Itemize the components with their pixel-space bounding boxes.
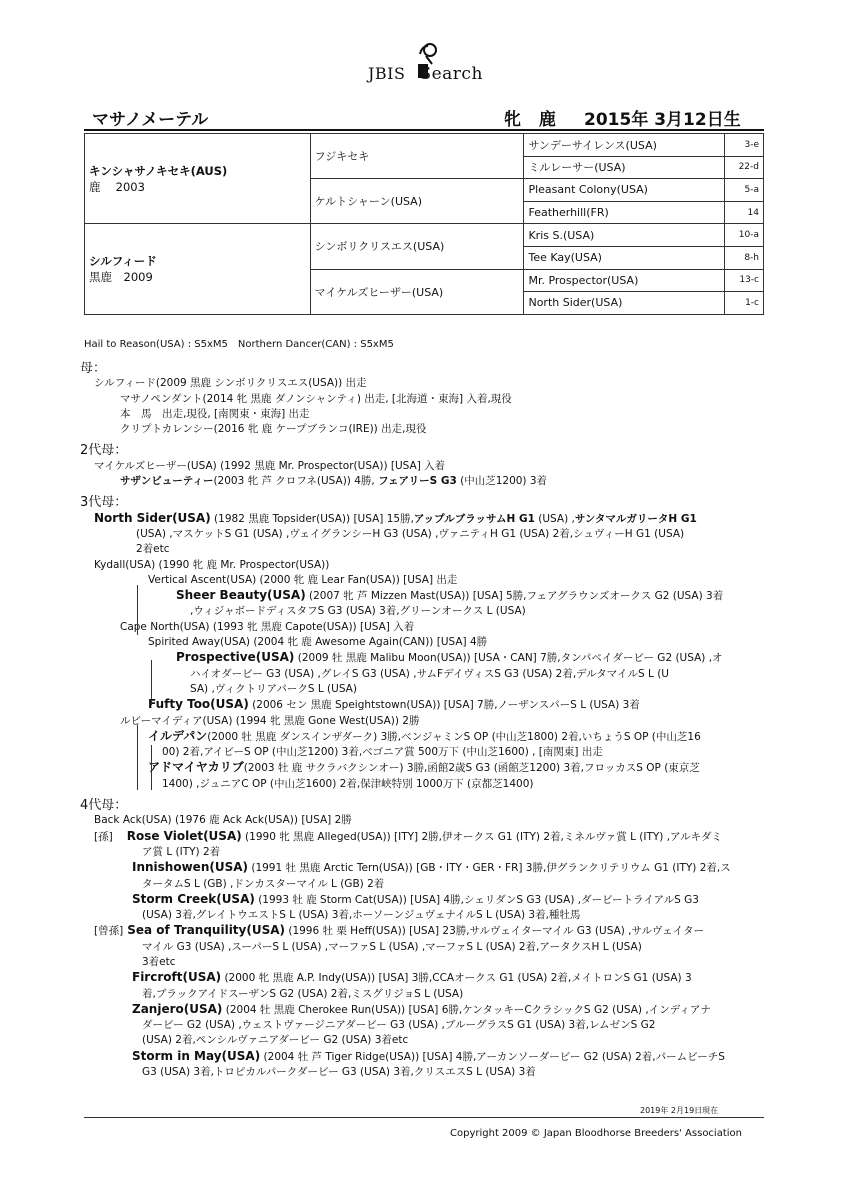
- family-number: 22-d: [725, 156, 764, 179]
- gen3-name: North Sider(USA): [524, 292, 725, 315]
- sire-dam: ケルトシャーン(USA): [310, 179, 524, 224]
- record-line: 着,ブラックアイドスーザンS G2 (USA) 2着,ミスグリジョS L (USA): [142, 987, 464, 1000]
- sire-sire: フジキセキ: [310, 134, 524, 179]
- record-line: (USA) 2着,ペンシルヴァニアダービー G2 (USA) 3着etc: [142, 1034, 409, 1047]
- record-line: [曾孫] Sea of Tranquility(USA) (1996 牡 栗 Heff(USA)) [USA] 23勝,サルヴェイターマイル G3 (USA) ,サルヴェイター: [94, 923, 705, 938]
- family-number: 10-a: [725, 224, 764, 247]
- record-line: サザンビューティー(2003 牝 芦 クロフネ(USA)) 4勝, フェアリーS G3 (中山芝1200) 3着: [120, 475, 548, 488]
- record-line: ,ウィジャボードディスタフS G3 (USA) 3着,グリーンオークス L (USA): [190, 605, 526, 618]
- record-line: (USA) ,マスケットS G1 (USA) ,ヴェイグランシーH G3 (USA) ,ヴァニティH G1 (USA) 2着,シュヴィーH G1 (USA): [136, 527, 685, 540]
- brand-text: JBIS Search: [368, 64, 483, 84]
- gen3-name: ミルレーサー(USA): [524, 156, 725, 179]
- record-line: クリプトカレンシー(2016 牝 鹿 ケープブランコ(IRE)) 出走,現役: [120, 423, 427, 436]
- record-line: 00) 2着,アイビーS OP (中山芝1200) 3着,ベゴニア賞 500万下 (中山芝1600) , [南関東] 出走: [162, 746, 603, 759]
- record-line: Zanjero(USA) (2004 牡 黒鹿 Cherokee Run(USA)) [USA] 6勝,ケンタッキーCクラシックS G2 (USA) ,インディアナ: [132, 1001, 711, 1016]
- record-line: 本 馬 出走,現役, [南関東・東海] 出走: [120, 407, 310, 420]
- family-number: 14: [725, 201, 764, 224]
- record-line: G3 (USA) 3着,トロピカルパークダービー G3 (USA) 3着,クリスエスS L (USA) 3着: [142, 1066, 536, 1079]
- tree-connector: [151, 745, 152, 790]
- family-record: [80, 355, 770, 1080]
- record-line: Storm Creek(USA) (1993 牡 鹿 Storm Cat(USA)) [USA] 4勝,シェリダンS G3 (USA) ,ダービートライアルS G3: [132, 891, 699, 906]
- inbreeding-line: Hail to Reason(USA) : S5xM5 Northern Dancer(CAN) : S5xM5: [84, 339, 394, 350]
- dam-cell: シルフィード 黒鹿 2009: [85, 224, 311, 314]
- record-line: Fufty Too(USA) (2006 セン 黒鹿 Speightstown(USA)) [USA] 7勝,ノーザンスパーS L (USA) 3着: [148, 697, 640, 712]
- pedigree-table: [84, 133, 764, 315]
- dam-dam: マイケルズヒーザー(USA): [310, 269, 524, 314]
- horse-name: マサノメーテル: [92, 110, 209, 130]
- sire-cell: キンシャサノキセキ(AUS) 鹿 2003: [85, 134, 311, 224]
- tree-connector: [151, 660, 152, 705]
- copyright: Copyright 2009 © Japan Bloodhorse Breeders' Association: [450, 1128, 742, 1139]
- record-line: [孫] Rose Violet(USA) (1990 牝 黒鹿 Alleged(USA)) [ITY] 2勝,伊オークス G1 (ITY) 2着,ミネルヴァ賞 L (ITY) ,アルキダミ: [94, 828, 723, 843]
- record-line: アドマイヤカリブ(2003 牡 鹿 サクラバクシンオー) 3勝,函館2歳S G3 (函館芝1200) 3着,フロッカスS OP (東京芝: [148, 760, 700, 775]
- record-line: Innishowen(USA) (1991 牡 黒鹿 Arctic Tern(USA)) [GB・ITY・GER・FR] 3勝,伊グランクリテリウム G1 (ITY) 2着,ス: [132, 860, 731, 875]
- record-line: タータムS L (GB) ,ドンカスターマイル L (GB) 2着: [142, 877, 385, 890]
- record-line: マイケルズヒーザー(USA) (1992 黒鹿 Mr. Prospector(USA)) [USA] 入着: [94, 459, 446, 472]
- gen3-name: Mr. Prospector(USA): [524, 269, 725, 292]
- record-line: North Sider(USA) (1982 黒鹿 Topsider(USA)) [USA] 15勝,アップルブラッサムH G1 (USA) ,サンタマルガリータH G1: [94, 510, 697, 525]
- record-line: ハイオダービー G3 (USA) ,グレイS G3 (USA) ,サムFデイヴィスS G3 (USA) 2着,デルタマイルS L (U: [190, 667, 669, 680]
- record-line: (USA) 3着,グレイトウエストS L (USA) 3着,ホーソーンジュヴェナイルS L (USA) 3着,種牡馬: [142, 909, 581, 922]
- family-number: 5-a: [725, 179, 764, 202]
- section-dam: 母：: [80, 361, 107, 376]
- sex-color: 牝 鹿: [504, 110, 562, 130]
- record-line: ダービー G2 (USA) ,ウェストヴァージニアダービー G3 (USA) ,ブルーグラスS G1 (USA) 3着,レムゼンS G2: [142, 1019, 656, 1032]
- section-g4: 4代母：: [80, 798, 128, 814]
- gen3-name: Tee Kay(USA): [524, 246, 725, 269]
- record-line: ルビーマイディア(USA) (1994 牝 黒鹿 Gone West(USA)) 2勝: [120, 714, 420, 727]
- record-line: マサノペンダント(2014 牝 黒鹿 ダノンシャンティ) 出走, [北海道・東海] 入着,現役: [120, 392, 512, 405]
- record-line: イルデパン(2000 牡 黒鹿 ダンスインザダーク) 3勝,ベンジャミンS OP (中山芝1800) 2着,いちょうS OP (中山芝16: [148, 728, 701, 743]
- title-bar: [84, 105, 764, 131]
- record-line: Back Ack(USA) (1976 鹿 Ack Ack(USA)) [USA] 2勝: [94, 814, 352, 827]
- gen3-name: Kris S.(USA): [524, 224, 725, 247]
- record-line: Fircroft(USA) (2000 牝 黒鹿 A.P. Indy(USA)) [USA] 3勝,CCAオークス G1 (USA) 2着,メイトロンS G1 (USA) 3: [132, 970, 692, 985]
- as-of-date: 2019年 2月19日現在: [640, 1106, 719, 1115]
- gen3-name: Featherhill(FR): [524, 201, 725, 224]
- record-line: Kydall(USA) (1990 牝 鹿 Mr. Prospector(USA)): [94, 558, 330, 571]
- record-line: 3着etc: [142, 955, 176, 968]
- record-line: マイル G3 (USA) ,スーパーS L (USA) ,マーファS L (USA) ,マーファS L (USA) 2着,アータクスH L (USA): [142, 940, 642, 953]
- section-g2: 2代母：: [80, 443, 128, 459]
- record-line: 2着etc: [136, 543, 170, 556]
- record-line: ア賞 L (ITY) 2着: [142, 845, 221, 858]
- record-line: 1400) ,ジュニアC OP (中山芝1600) 2着,保津峡特別 1000万下 (京都芝1400): [162, 777, 534, 790]
- date-of-birth: 2015年 3月12日生: [584, 110, 741, 130]
- record-line: シルフィード(2009 黒鹿 シンボリクリスエス(USA)) 出走: [94, 377, 367, 390]
- gen3-name: Pleasant Colony(USA): [524, 179, 725, 202]
- gen3-name: サンデーサイレンス(USA): [524, 134, 725, 157]
- record-line: Storm in May(USA) (2004 牡 芦 Tiger Ridge(USA)) [USA] 4勝,アーカンソーダービー G2 (USA) 2着,パームビーチS: [132, 1048, 725, 1063]
- record-line: Vertical Ascent(USA) (2000 牝 鹿 Lear Fan(USA)) [USA] 出走: [148, 573, 458, 586]
- family-number: 13-c: [725, 269, 764, 292]
- record-line: Sheer Beauty(USA) (2007 牝 芦 Mizzen Mast(USA)) [USA] 5勝,フェアグラウンズオークス G2 (USA) 3着: [176, 588, 724, 603]
- family-number: 3-e: [725, 134, 764, 157]
- family-number: 8-h: [725, 246, 764, 269]
- dam-sire: シンボリクリスエス(USA): [310, 224, 524, 269]
- footer-divider: [84, 1117, 764, 1118]
- tree-connector: [137, 725, 138, 790]
- record-line: Spirited Away(USA) (2004 牝 鹿 Awesome Again(CAN)) [USA] 4勝: [148, 636, 488, 649]
- tree-connector: [137, 585, 138, 635]
- record-line: SA) ,ヴィクトリアパークS L (USA): [190, 682, 357, 695]
- record-line: Prospective(USA) (2009 牡 黒鹿 Malibu Moon(USA)) [USA・CAN] 7勝,タンパベイダービー G2 (USA) ,オ: [176, 650, 723, 665]
- family-number: 1-c: [725, 292, 764, 315]
- section-g3: 3代母：: [80, 495, 128, 511]
- record-line: Cape North(USA) (1993 牝 黒鹿 Capote(USA)) [USA] 入着: [120, 620, 415, 633]
